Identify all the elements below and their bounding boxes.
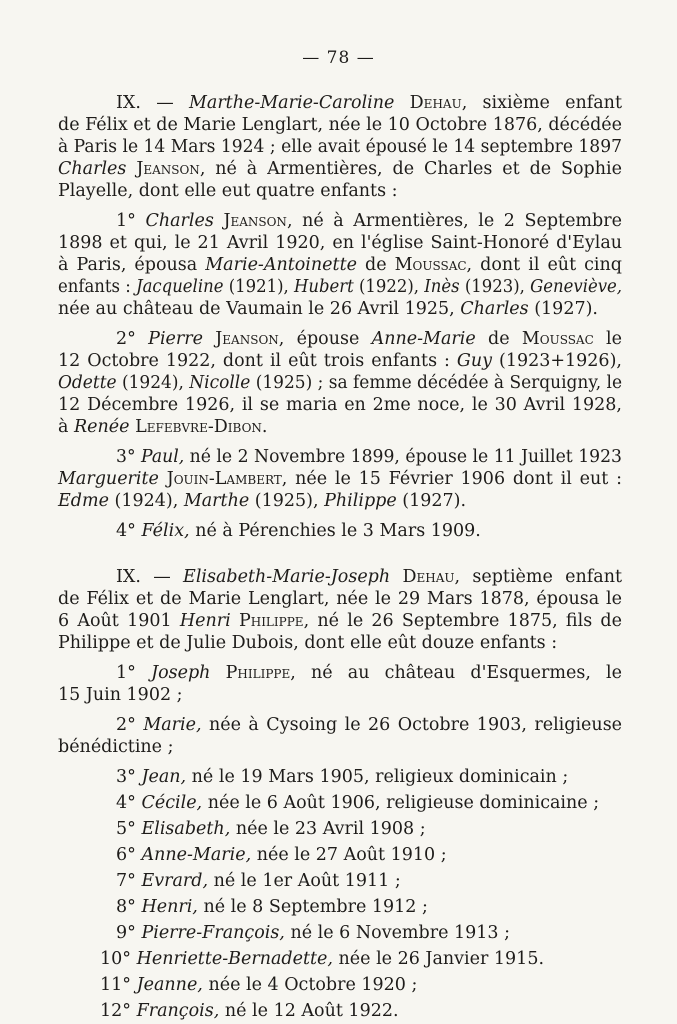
italic-name: Guy [456,351,493,371]
surname: Dehau [402,567,455,587]
text-line [116,792,599,814]
text-segment: né le 2 Novembre 1899, épouse le 11 Juillet 1923 [184,447,623,467]
italic-name: Hubert [293,277,354,297]
text-segment: (1925) ; sa femme décédée à Serquigny, le [250,373,623,393]
italic-name: Jean, [141,767,187,787]
text-segment [126,159,136,179]
italic-name: Marguerite [58,469,159,489]
italic-name: Marie, [143,715,202,735]
text-segment: IX. — [116,567,184,587]
italic-name: Charles [460,299,529,319]
text-segment: 3° [116,767,142,787]
text-segment: à Paris le 14 Mars 1924 ; elle avait épousé le 14 septembre 1897 [58,137,622,157]
text-segment: (1924), [108,491,184,511]
text-segment [159,469,167,489]
text-line [116,714,622,736]
text-segment: de Félix et de Marie Lenglart, née le 10 Octobre 1876, décédée [58,115,622,135]
text-line [58,394,622,416]
text-line [58,610,622,632]
italic-name: Anne-Marie [371,329,476,349]
text-line [116,870,401,892]
text-segment: de [356,255,395,275]
italic-name: Marthe-Marie-Caroline [188,93,395,113]
text-line [58,372,622,394]
text-segment: , née le 15 Février 1906 dont il eut : [281,469,622,489]
italic-name: Charles [145,211,214,231]
text-line [116,844,447,866]
text-line [58,416,268,438]
text-line [116,818,426,840]
italic-name: Jeanne, [136,975,203,995]
text-line [116,766,568,788]
text-line [58,298,598,320]
text-segment: 2° [116,329,149,349]
text-line [58,490,466,512]
text-segment [390,567,402,587]
text-segment [203,329,215,349]
text-segment: 1° [116,663,152,683]
italic-name: Félix, [141,521,190,541]
text-line [116,446,622,468]
italic-name: Henri [179,611,231,631]
text-segment: (1924), [116,373,190,393]
text-segment: née au château de Vaumain le 26 Avril 1925, [58,299,461,319]
text-segment: le [593,329,623,349]
text-line [100,1000,399,1022]
text-segment: de [475,329,522,349]
text-segment: 15 Juin 1902 ; [58,685,183,705]
surname: Dehau [409,93,462,113]
surname: Jouin-Lambert [166,469,282,489]
text-segment: bénédictine ; [58,737,174,757]
text-segment: 6° [116,845,142,865]
italic-name: Renée [74,417,130,437]
text-segment: 4° [116,793,142,813]
italic-name: Anne-Marie, [141,845,252,865]
text-segment: né le 19 Mars 1905, religieux dominicain ; [186,767,569,787]
italic-name: Odette [58,373,117,393]
text-line [116,922,510,944]
text-line [116,92,622,114]
text-segment: enfants : [58,277,136,297]
text-segment: née à Cysoing le 26 Octobre 1903, religieuse [201,715,623,735]
text-segment: 12 Octobre 1922, dont il eût trois enfants : [58,351,457,371]
text-segment: 8° [116,897,142,917]
text-segment: 11° [100,975,137,995]
surname: Jeanson [223,211,287,231]
italic-name: Elisabeth-Marie-Joseph [183,567,391,587]
text-segment: 3° [116,447,142,467]
italic-name: Joseph [151,663,211,683]
text-segment: 6 Août 1901 [58,611,180,631]
italic-name: Geneviève, [530,277,623,297]
text-segment: (1922), [353,277,425,297]
italic-name: Cécile, [141,793,203,813]
text-segment: 5° [116,819,142,839]
text-segment: 9° [116,923,142,943]
text-line [58,350,622,372]
italic-name: Marie-Antoinette [205,255,357,275]
italic-name: Philippe [324,491,397,511]
text-segment: , sixième enfant [461,93,622,113]
text-segment: Playelle, dont elle eut quatre enfants : [58,181,398,201]
text-segment: 7° [116,871,142,891]
text-line [116,520,481,542]
surname: Jeanson [215,329,279,349]
text-line [116,662,622,684]
text-line [100,948,544,970]
italic-name: Jacqueline [135,277,224,297]
italic-name: Paul, [141,447,185,467]
text-line [116,566,622,588]
text-line [116,328,622,350]
text-line [58,232,622,254]
text-segment: (1921), [223,277,294,297]
italic-name: Pierre-François, [141,923,285,943]
surname: Philippe [225,663,291,683]
text-segment: (1925), [249,491,325,511]
text-line [116,896,428,918]
italic-name: Nicolle [189,373,251,393]
text-segment: 12 Décembre 1926, il se maria en 2me noce, le 30 Avril 1928, [58,395,622,415]
text-segment: né à Pérenchies le 3 Mars 1909. [189,521,481,541]
italic-name: Marthe [183,491,250,511]
text-segment: née le 6 Août 1906, religieuse dominicaine ; [202,793,600,813]
surname: Moussac [521,329,594,349]
text-segment [231,611,239,631]
text-segment: à Paris, épousa [58,255,206,275]
text-segment: IX. — [116,93,189,113]
italic-name: Evrard, [141,871,209,891]
text-line [58,254,622,276]
surname: Jeanson [136,159,200,179]
text-line [58,632,557,654]
text-line [58,180,398,202]
text-segment: né le 1er Août 1911 ; [208,871,401,891]
text-segment: , septième enfant [454,567,623,587]
text-segment: née le 4 Octobre 1920 ; [202,975,418,995]
text-segment: née le 26 Janvier 1915. [332,949,545,969]
text-segment [394,93,409,113]
text-line [58,736,174,758]
text-segment: née le 27 Août 1910 ; [251,845,447,865]
italic-name: François, [136,1001,220,1021]
text-segment [210,663,225,683]
text-line [58,468,622,490]
text-segment: . [261,417,268,437]
italic-name: Edme [58,491,109,511]
text-segment: 1° [116,211,146,231]
text-segment: née le 23 Avril 1908 ; [230,819,426,839]
text-segment: (1923+1926), [492,351,622,371]
text-segment: , né à Armentières, le 2 Septembre [286,211,622,231]
surname: Lefebvre-Dibon [135,417,262,437]
text-segment: de Félix et de Marie Lenglart, née le 29 Mars 1878, épousa le [58,589,622,609]
text-segment: 4° [116,521,142,541]
italic-name: Elisabeth, [141,819,231,839]
text-line [58,588,622,610]
page-number: — 78 — [302,48,375,68]
text-segment: 2° [116,715,144,735]
text-segment: né le 12 Août 1922. [219,1001,399,1021]
text-segment: né le 8 Septembre 1912 ; [197,897,428,917]
surname: Moussac [394,255,467,275]
text-segment: né le 6 Novembre 1913 ; [284,923,511,943]
text-segment: , épouse [278,329,372,349]
text-line [58,136,622,158]
text-segment: , né le 26 Septembre 1875, fils de [303,611,622,631]
italic-name: Inès [424,277,460,297]
text-segment: 10° [100,949,137,969]
italic-name: Pierre [148,329,203,349]
text-segment: (1923), [459,277,531,297]
surname: Philippe [238,611,304,631]
text-line [58,684,183,706]
italic-name: Henri, [141,897,198,917]
text-segment: , né à Armentières, de Charles et de Sophie [199,159,622,179]
text-line [58,276,622,298]
italic-name: Henriette-Bernadette, [136,949,333,969]
text-segment: (1927). [528,299,598,319]
text-segment: 1898 et qui, le 21 Avril 1920, en l'église Saint-Honoré d'Eylau [58,233,623,253]
text-line [116,210,622,232]
text-segment: (1927). [396,491,467,511]
text-segment: Philippe et de Julie Dubois, dont elle eût douze enfants : [58,633,558,653]
text-line [100,974,417,996]
text-segment: , né au château d'Esquermes, le [290,663,623,683]
text-segment: , dont il eût cinq [466,255,623,275]
italic-name: Charles [58,159,127,179]
text-line [58,158,622,180]
text-segment: à [58,417,74,437]
text-line [58,114,622,136]
text-segment [214,211,224,231]
text-segment: 12° [100,1001,137,1021]
